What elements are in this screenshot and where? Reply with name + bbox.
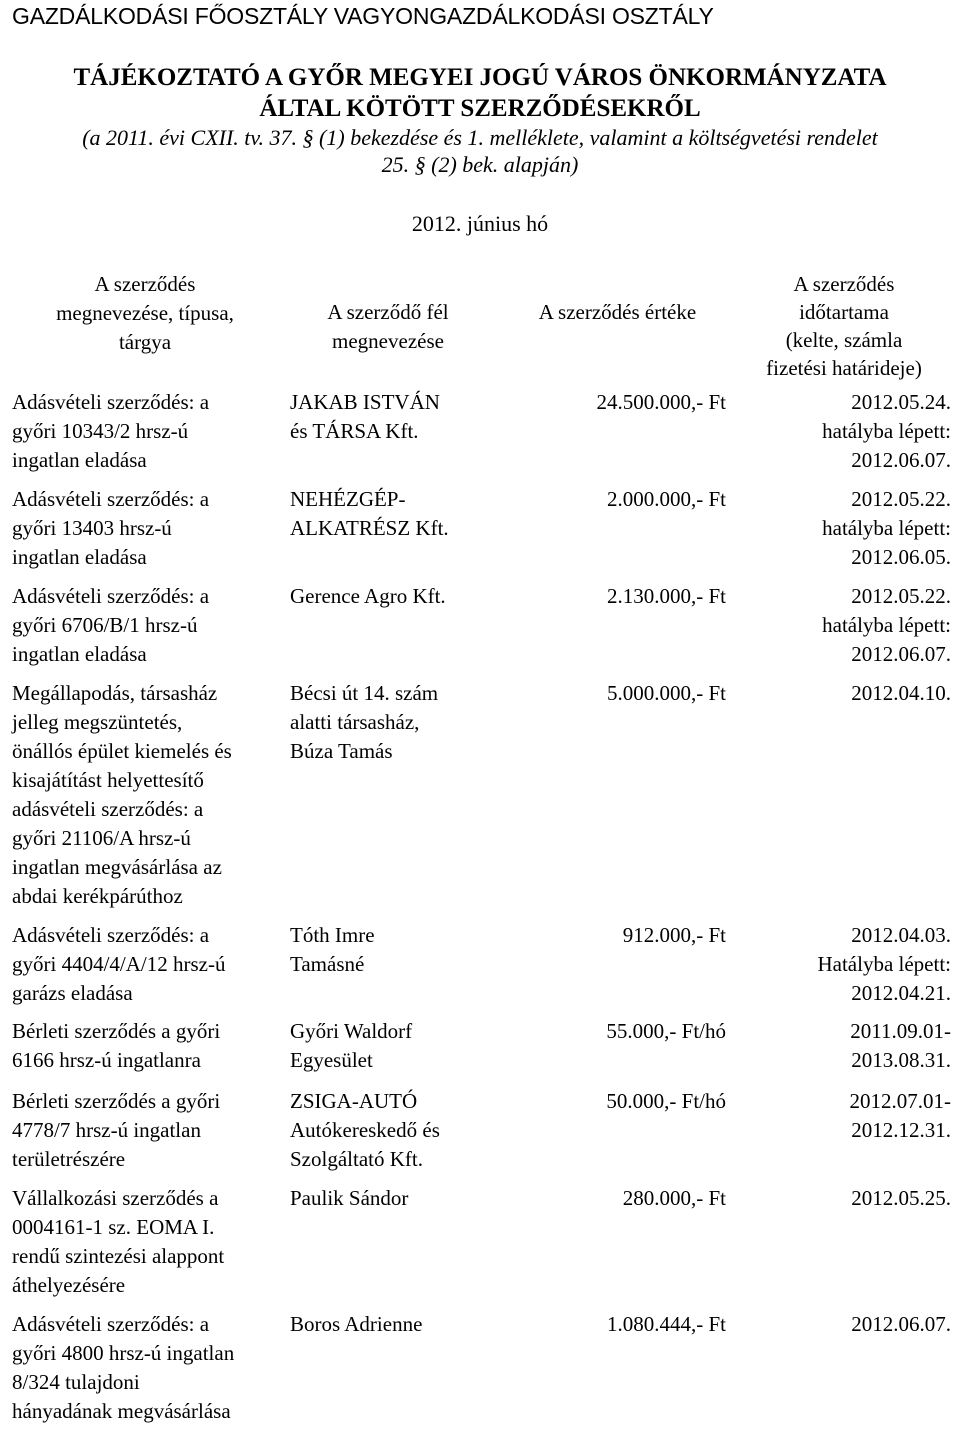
cell-line: 2012.04.21.: [851, 981, 951, 1005]
cell-line: Adásvételi szerződés: a: [12, 487, 210, 511]
contract-party-cell: [290, 582, 505, 611]
cell-line: áthelyezésére: [12, 1273, 126, 1297]
cell-line: 2012.04.03.: [851, 923, 951, 947]
contract-value-cell: [510, 1310, 726, 1339]
contract-name-cell: [12, 485, 274, 572]
header-line: időtartama: [799, 300, 889, 324]
contract-name-cell: [12, 1184, 274, 1300]
title-line-2: ÁLTAL KÖTÖTT SZERZŐDÉSEKRŐL: [259, 95, 701, 122]
contract-name-cell: [12, 1017, 274, 1075]
cell-line: 280.000,- Ft: [622, 1186, 726, 1210]
contract-value-cell: [510, 1087, 726, 1116]
header-line: A szerződő fél: [327, 300, 449, 324]
cell-line: 24.500.000,- Ft: [596, 390, 726, 414]
cell-line: garázs eladása: [12, 981, 133, 1005]
cell-line: adásvételi szerződés: a: [12, 797, 204, 821]
cell-line: Adásvételi szerződés: a: [12, 923, 210, 947]
cell-line: 2011.09.01-: [850, 1019, 951, 1043]
department-heading: GAZDÁLKODÁSI FŐOSZTÁLY VAGYONGAZDÁLKODÁSI OSZTÁLY: [12, 3, 714, 29]
cell-line: Bérleti szerződés a győri: [12, 1089, 221, 1113]
cell-line: győri 4800 hrsz-ú ingatlan: [12, 1341, 235, 1365]
cell-line: ingatlan eladása: [12, 545, 147, 569]
cell-line: 912.000,- Ft: [622, 923, 726, 947]
cell-line: ALKATRÉSZ Kft.: [290, 516, 449, 540]
header-line: A szerződés értéke: [538, 300, 697, 324]
cell-line: önállós épület kiemelés és: [12, 739, 232, 763]
contract-party-cell: [290, 679, 505, 766]
contract-value-cell: [510, 1184, 726, 1213]
contract-name-cell: [12, 388, 274, 475]
cell-line: hatályba lépett:: [822, 419, 951, 443]
contract-term-cell: [735, 921, 951, 1008]
cell-line: Adásvételi szerződés: a: [12, 1312, 210, 1336]
contract-party-cell: [290, 1017, 505, 1075]
contract-value-cell: [510, 679, 726, 708]
cell-line: győri 13403 hrsz-ú: [12, 516, 172, 540]
contract-name-cell: [12, 582, 274, 669]
header-line: A szerződés: [94, 272, 196, 296]
document-title: [0, 62, 960, 124]
contract-party-cell: [290, 1087, 505, 1174]
cell-line: Egyesület: [290, 1048, 373, 1072]
legal-basis: [0, 124, 960, 178]
contract-term-cell: [735, 485, 951, 572]
cell-line: Tamásné: [290, 952, 365, 976]
cell-line: Autókereskedő és: [290, 1118, 440, 1142]
contract-term-cell: [735, 1087, 951, 1145]
reporting-period: 2012. június hó: [411, 211, 549, 236]
column-header-value: [505, 298, 730, 327]
header-line: A szerződés: [793, 272, 895, 296]
contract-value-cell: [510, 921, 726, 950]
contract-name-cell: [12, 1310, 274, 1426]
contract-party-cell: [290, 1184, 505, 1213]
cell-line: ingatlan eladása: [12, 642, 147, 666]
cell-line: hatályba lépett:: [822, 516, 951, 540]
cell-line: 4778/7 hrsz-ú ingatlan: [12, 1118, 201, 1142]
cell-line: Gerence Agro Kft.: [290, 584, 446, 608]
cell-line: 2.130.000,- Ft: [606, 584, 726, 608]
cell-line: 2013.08.31.: [851, 1048, 951, 1072]
cell-line: Szolgáltató Kft.: [290, 1147, 423, 1171]
cell-line: Győri Waldorf: [290, 1019, 413, 1043]
contract-value-cell: [510, 582, 726, 611]
cell-line: 2012.06.07.: [851, 642, 951, 666]
cell-line: Bérleti szerződés a győri: [12, 1019, 221, 1043]
header-line: fizetési határideje): [766, 356, 922, 380]
cell-line: hatályba lépett:: [822, 613, 951, 637]
contract-value-cell: [510, 485, 726, 514]
cell-line: JAKAB ISTVÁN: [290, 390, 440, 414]
cell-line: hányadának megvásárlása: [12, 1399, 231, 1423]
cell-line: alatti társasház,: [290, 710, 420, 734]
cell-line: kisajátítást helyettesítő: [12, 768, 204, 792]
cell-line: Tóth Imre: [290, 923, 375, 947]
cell-line: 2012.05.22.: [851, 584, 951, 608]
contract-term-cell: [735, 1310, 951, 1339]
cell-line: 6166 hrsz-ú ingatlanra: [12, 1048, 201, 1072]
cell-line: Vállalkozási szerződés a: [12, 1186, 219, 1210]
cell-line: 8/324 tulajdoni: [12, 1370, 140, 1394]
header-line: megnevezése, típusa,: [56, 301, 234, 325]
cell-line: 2012.06.07.: [851, 1312, 951, 1336]
cell-line: NEHÉZGÉP-: [290, 487, 406, 511]
cell-line: Adásvételi szerződés: a: [12, 390, 210, 414]
cell-line: 2012.12.31.: [851, 1118, 951, 1142]
cell-line: győri 21106/A hrsz-ú: [12, 826, 191, 850]
cell-line: ingatlan eladása: [12, 448, 147, 472]
cell-line: jelleg megszüntetés,: [12, 710, 183, 734]
contract-term-cell: [735, 679, 951, 708]
cell-line: 1.080.444,- Ft: [606, 1312, 726, 1336]
contract-name-cell: [12, 679, 274, 911]
cell-line: Boros Adrienne: [290, 1312, 423, 1336]
cell-line: ZSIGA-AUTÓ: [290, 1089, 418, 1113]
header-line: tárgya: [118, 330, 172, 354]
cell-line: 2012.05.22.: [851, 487, 951, 511]
cell-line: győri 6706/B/1 hrsz-ú: [12, 613, 198, 637]
contract-term-cell: [735, 582, 951, 669]
contract-term-cell: [735, 1017, 951, 1075]
cell-line: Adásvételi szerződés: a: [12, 584, 210, 608]
contract-name-cell: [12, 1087, 274, 1174]
cell-line: 2012.07.01-: [849, 1089, 951, 1113]
cell-line: 2012.05.24.: [851, 390, 951, 414]
cell-line: Megállapodás, társasház: [12, 681, 218, 705]
contract-party-cell: [290, 485, 505, 543]
header-line: (kelte, számla: [785, 328, 903, 352]
contract-name-cell: [12, 921, 274, 1008]
cell-line: 0004161-1 sz. EOMA I.: [12, 1215, 215, 1239]
cell-line: Paulik Sándor: [290, 1186, 409, 1210]
contract-party-cell: [290, 921, 505, 979]
contract-value-cell: [510, 388, 726, 417]
cell-line: 2012.04.10.: [851, 681, 951, 705]
cell-line: területrészére: [12, 1147, 126, 1171]
contract-party-cell: [290, 388, 505, 446]
cell-line: 2012.06.07.: [851, 448, 951, 472]
contract-term-cell: [735, 1184, 951, 1213]
cell-line: ingatlan megvásárlása az: [12, 855, 222, 879]
title-line-1: TÁJÉKOZTATÓ A GYŐR MEGYEI JOGÚ VÁROS ÖNKORMÁNYZATA: [73, 64, 887, 91]
cell-line: és TÁRSA Kft.: [290, 419, 419, 443]
column-header-term: [735, 270, 953, 382]
cell-line: 5.000.000,- Ft: [606, 681, 726, 705]
cell-line: 55.000,- Ft/hó: [606, 1019, 726, 1043]
legal-line-1: (a 2011. évi CXII. tv. 37. § (1) bekezdése és 1. melléklete, valamint a költségvetési rendelet: [82, 125, 878, 150]
header-line: megnevezése: [332, 329, 444, 353]
contract-value-cell: [510, 1017, 726, 1046]
legal-line-2: 25. § (2) bek. alapján): [381, 152, 579, 177]
cell-line: 2.000.000,- Ft: [606, 487, 726, 511]
cell-line: Búza Tamás: [290, 739, 393, 763]
cell-line: abdai kerékpárúthoz: [12, 884, 183, 908]
cell-line: győri 4404/4/A/12 hrsz-ú: [12, 952, 226, 976]
cell-line: 2012.05.25.: [851, 1186, 951, 1210]
column-header-contract: [20, 270, 270, 357]
contract-term-cell: [735, 388, 951, 475]
cell-line: rendű szintezési alappont: [12, 1244, 225, 1268]
cell-line: Bécsi út 14. szám: [290, 681, 439, 705]
cell-line: 50.000,- Ft/hó: [606, 1089, 726, 1113]
cell-line: Hatályba lépett:: [817, 952, 951, 976]
cell-line: 2012.06.05.: [851, 545, 951, 569]
cell-line: győri 10343/2 hrsz-ú: [12, 419, 189, 443]
contract-party-cell: [290, 1310, 505, 1339]
column-header-party: [278, 298, 498, 356]
